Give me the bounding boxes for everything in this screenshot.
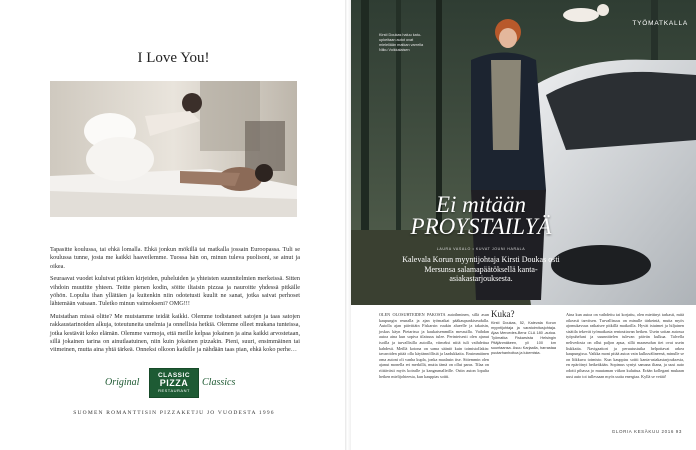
kuka-heading: Kuka? xyxy=(491,309,515,319)
article-title xyxy=(391,194,571,238)
ad-paragraph: Muistathan missä olitte? Me muistamme teidät kaikki. Olemme todistaneet satojen ja taas satojen rakkaustarinoiden alkuja, toteutuneita unelmia ja onnellisia hetkiä. Olemme olleet mukana tunteissa, jotka kestävät koko elämän. Olemme varmoja, että meille kelpaa jokainen ja aina kaikki arvostetaan, sillä jokainen tarina on ainutlaatuinen, niin kuin jokainen pizzakin. Pieni, suuri, ensimmäinen tai viimeinen, mutta aina yhtä tärkeä. Onneksi olkoon kaikille ja nähdään taas pian, ehkä koko perhe… xyxy=(50,312,300,354)
ad-body-text xyxy=(50,246,300,359)
page-footer: GLORIA KESÄKUU 2016 93 xyxy=(611,429,682,434)
logo-line-3: RESTAURANT xyxy=(158,388,190,393)
kuka-sidebar xyxy=(491,309,556,356)
logo-badge xyxy=(149,368,199,398)
kuka-body: Kirsti Doukas, 52, Kalevala Korun myyntijohtaja ja varatoimitusjohtaja. Ajaa Mercedes-Benz CLA 180 -autoa. Työmatka Fiskarsista Helsingin Pitäjänmäkeen, yli 100 km suuntaansa. Asuu Karjaalla, harrastaa puutarhanhoitoa ja lukemista. xyxy=(491,320,556,355)
article-column-3: Aina kun autoa on vaihdettu tai korjattu, olen miettinyt tarkasti, mitä oikeasti tarvitsen. Turvallisuus on minulle tärkeintä, mutta myös ajomukavuus ratkaisee pitkillä matkoilla. Hyvät istuimet ja hiljainen sisätila tekevät työmatkasta rentouttavan hetken. Usein soitan autossa työpuheluni ja suunnittelen tulevan päivän kulkua. Talvella nelivedosta on ollut paljon apua, sillä maaseudun tiet ovat usein liukkaita. Navigaattori ja peruutustutka helpottavat arkea kaupungissa. Vaikka moni pitää autoa vain kulkuvälineenä, minulle se on liikkuva toimisto. Kun kauppias soitti kanta-asiakastarjouksesta, en epäröinyt hetkeäkään. Sopimus syntyi samana iltana, ja uusi auto odotti pihassa jo muutaman viikon kuluttua. Erään kollegani mukaan uusi auto toi tullessaan myös uutta energiaa. Kyllä se vetää! xyxy=(566,312,684,379)
ad-photo-couple xyxy=(50,81,297,217)
logo-line-2: PIZZA xyxy=(159,378,189,388)
title-line-2: PROYSTAILYÄ xyxy=(410,214,552,239)
article-byline: LAURA VASALO • KUVAT JOUNI HARALA xyxy=(436,247,526,251)
photo-caption: Kirsti Doukas haluu katu-upkeitaan autot ovat mielellään matkan varrella Niiku Voikkalaisen xyxy=(379,33,424,52)
logo-left-word: Original xyxy=(105,377,140,388)
ad-paragraph: Seuraavat vuodet kuluivat pitkien kirjeiden, puheluiden ja yhteisten suunnitelmien merkeissä. Sitten vihdoin muutitte yhteen. Teitte pienen kodin, söitte iltaisin pizzaa ja nauroitte yhdessä pitkälle yöhön. Lopulta ihan yllättäen ja kuitenkin niin odotetusti kuulit ne sanat, jotka saivat perhoset lähtemään vatsaan. Tuletko minun vaimokseni? OMG!!! xyxy=(50,275,300,308)
logo-line-1: CLASSIC xyxy=(157,372,191,379)
section-label: TYÖMATKALLA xyxy=(632,20,688,27)
logo-right-word: Classics xyxy=(202,377,236,388)
advertisement-page xyxy=(0,0,346,450)
ad-paragraph: Tapasitte koulussa, tai ehkä lomalla. Ehkä jonkun mökillä tai matkalla jossain Euroopassa. Tuli se koulussa tunne, josta me kaikki haaveilemme. Tuossa hän on, minun tuleva puolisoni, se ainut ja oikea. xyxy=(50,246,300,270)
classic-pizza-logo xyxy=(105,368,245,398)
ad-tagline: SUOMEN ROMANTTISIN PIZZAKETJU JO VUODESTA 1996 xyxy=(73,410,275,416)
article-page xyxy=(351,0,696,450)
ad-headline: I Love You! xyxy=(137,50,210,66)
article-column-1: OLEN OLOSUHTEIDEN PAKOSTA autoihminen, sillä asun kaupungin reunalla ja ajan työmatkat pääkaupunkiseudulla. Autolla ajan päivittäin Fiskarsin ruukin alueelle ja takaisin, joskus käyn Pietarissa ja kaukaisemmilla messuilla. Vaihdan autoa aina kun sopiva tilaisuus tulee. Perinteisesti olen ajanut isoilla ja turvallisilla autoilla, viimeksi niitä tuli vaihdettua kahdesti. Meillä kotona on sama sääntö kuin toimistollakin: tavaroiden pitää olla käytännöllisiä ja laadukkaita. Ensimmäinen oma autoni oli vanha kupla, jonka maalasin itse. Sittemmin olen ajanut monella eri merkillä, mutta tämä on ollut paras. Tilaa on riittävästi myös koiralle ja kangasmalleille. Ostin auton lopulta hetken mielijohteesta, kun kauppias soitti. xyxy=(379,312,489,379)
article-lede: Kalevala Korun myyntijohtaja Kirsti Doukas osti Mersunsa salamapäätöksellä kanta-asiakastarjouksesta. xyxy=(402,255,560,283)
hero-photo xyxy=(351,0,696,305)
title-line-1: Ei mitään xyxy=(435,192,527,217)
